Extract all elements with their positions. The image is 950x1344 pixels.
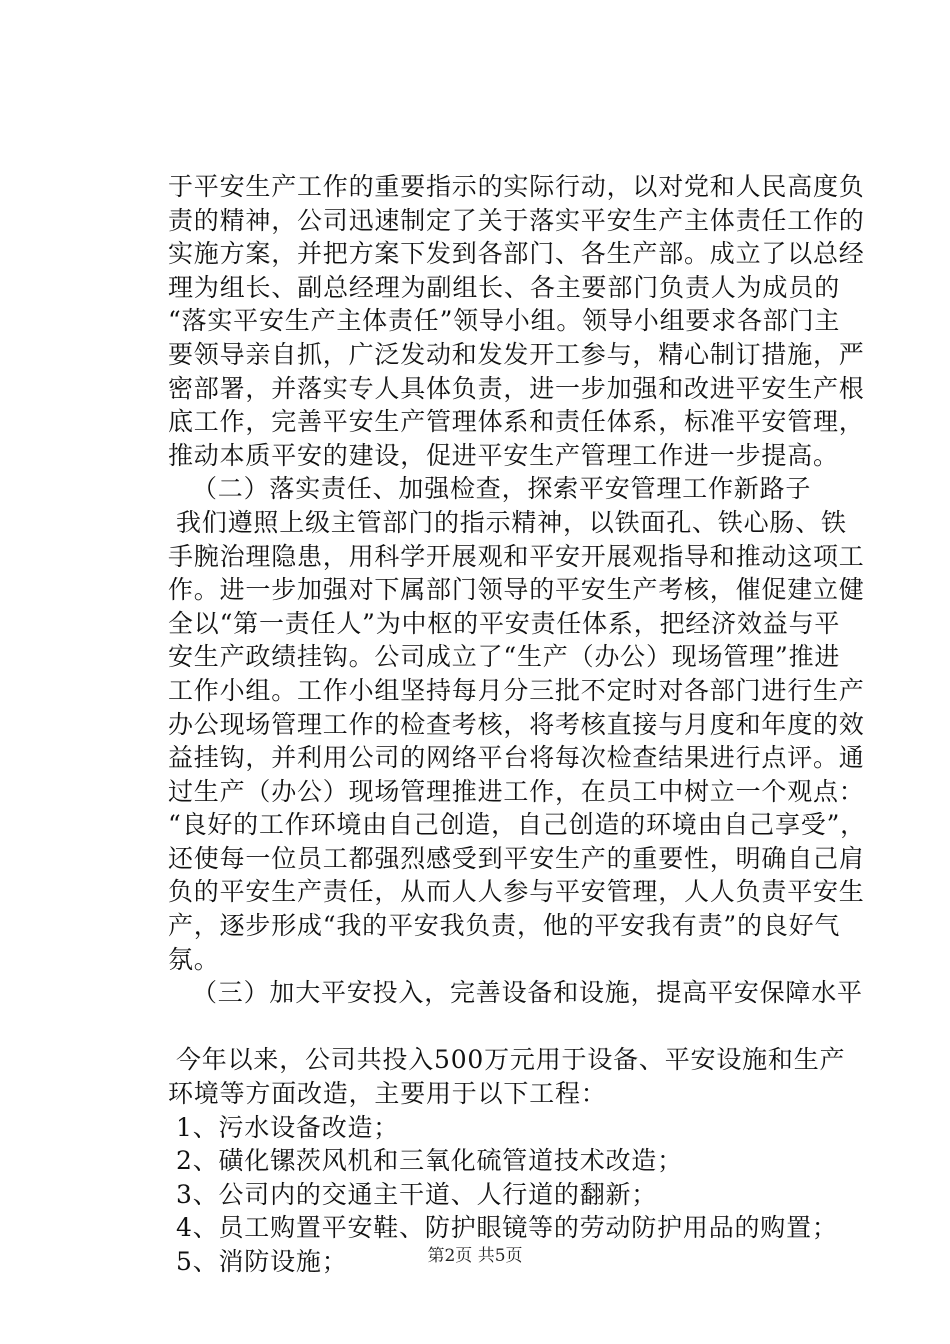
- paragraph-line: 氛。: [168, 944, 220, 974]
- paragraph-line: 底工作，完善平安生产管理体系和责任体系，标准平安管理，: [168, 407, 865, 437]
- paragraph-line: 密部署，并落实专人具体负责，进一步加强和改进平安生产根: [168, 373, 865, 403]
- list-item: 2、磺化镙茨风机和三氧化硫管道技术改造；: [176, 1146, 683, 1176]
- paragraph-1: [168, 170, 865, 472]
- page-footer: 第2页 共5页: [427, 1246, 523, 1266]
- paragraph-line: 安生产政绩挂钩。公司成立了“生产（办公）现场管理”推进: [168, 642, 841, 672]
- paragraph-line: 今年以来，公司共投入500万元用于设备、平安设施和生产: [176, 1045, 846, 1075]
- paragraph-2: [168, 506, 866, 976]
- paragraph-line: “良好的工作环境由自己创造，自己创造的环境由自己享受”，: [168, 810, 866, 840]
- paragraph-line: 理为组长、副总经理为副组长、各主要部门负责人为成员的: [168, 272, 840, 302]
- paragraph-line: 推动本质平安的建设，促进平安生产管理工作进一步提高。: [168, 440, 839, 470]
- paragraph-line: 要领导亲自抓，广泛发动和发发开工参与，精心制订措施，严: [168, 339, 865, 369]
- section-heading-3: （三）加大平安投入，完善设备和设施，提高平安保障水平: [192, 978, 863, 1008]
- section-heading-2: （二）落实责任、加强检查，探索平安管理工作新路子: [192, 474, 812, 504]
- paragraph-line: 于平安生产工作的重要指示的实际行动，以对党和人民高度负: [168, 172, 865, 201]
- paragraph-line: 手腕治理隐患，用科学开展观和平安开展观指导和推动这项工: [168, 541, 865, 571]
- list-item: 1、污水设备改造；: [176, 1112, 400, 1142]
- paragraph-line: 我们遵照上级主管部门的指示精神，以铁面孔、铁心肠、铁: [176, 507, 847, 537]
- paragraph-line: “落实平安生产主体责任”领导小组。领导小组要求各部门主: [168, 306, 841, 336]
- paragraph-line: 责的精神，公司迅速制定了关于落实平安生产主体责任工作的: [168, 205, 865, 235]
- blank-line: [168, 1010, 840, 1044]
- paragraph-line: 实施方案，并把方案下发到各部门、各生产部。成立了以总经: [168, 239, 865, 269]
- paragraph-line: 负的平安生产责任，从而人人参与平安管理，人人负责平安生: [168, 877, 865, 907]
- document-body: [168, 170, 866, 1279]
- paragraph-3: [168, 1043, 846, 1110]
- paragraph-line: 产，逐步形成“我的平安我负责，他的平安我有责”的良好气: [168, 911, 841, 941]
- list-item: 4、员工购置平安鞋、防护眼镜等的劳动防护用品的购置；: [176, 1213, 838, 1243]
- paragraph-line: 作。进一步加强对下属部门领导的平安生产考核，催促建立健: [168, 575, 865, 605]
- paragraph-line: 环境等方面改造，主要用于以下工程：: [168, 1079, 607, 1109]
- paragraph-line: 全以“第一责任人”为中枢的平安责任体系，把经济效益与平: [168, 608, 841, 638]
- list-item: 3、公司内的交通主干道、人行道的翻新；: [176, 1179, 658, 1209]
- paragraph-line: 办公现场管理工作的检查考核，将考核直接与月度和年度的效: [168, 709, 865, 739]
- list-item: 5、消防设施；: [176, 1247, 348, 1276]
- paragraph-line: 工作小组。工作小组坚持每月分三批不定时对各部门进行生产: [168, 675, 865, 705]
- paragraph-line: 益挂钩，并利用公司的网络平台将每次检查结果进行点评。通: [168, 743, 865, 773]
- paragraph-line: 过生产（办公）现场管理推进工作，在员工中树立一个观点：: [168, 776, 865, 806]
- paragraph-line: 还使每一位员工都强烈感受到平安生产的重要性，明确自己肩: [168, 843, 865, 873]
